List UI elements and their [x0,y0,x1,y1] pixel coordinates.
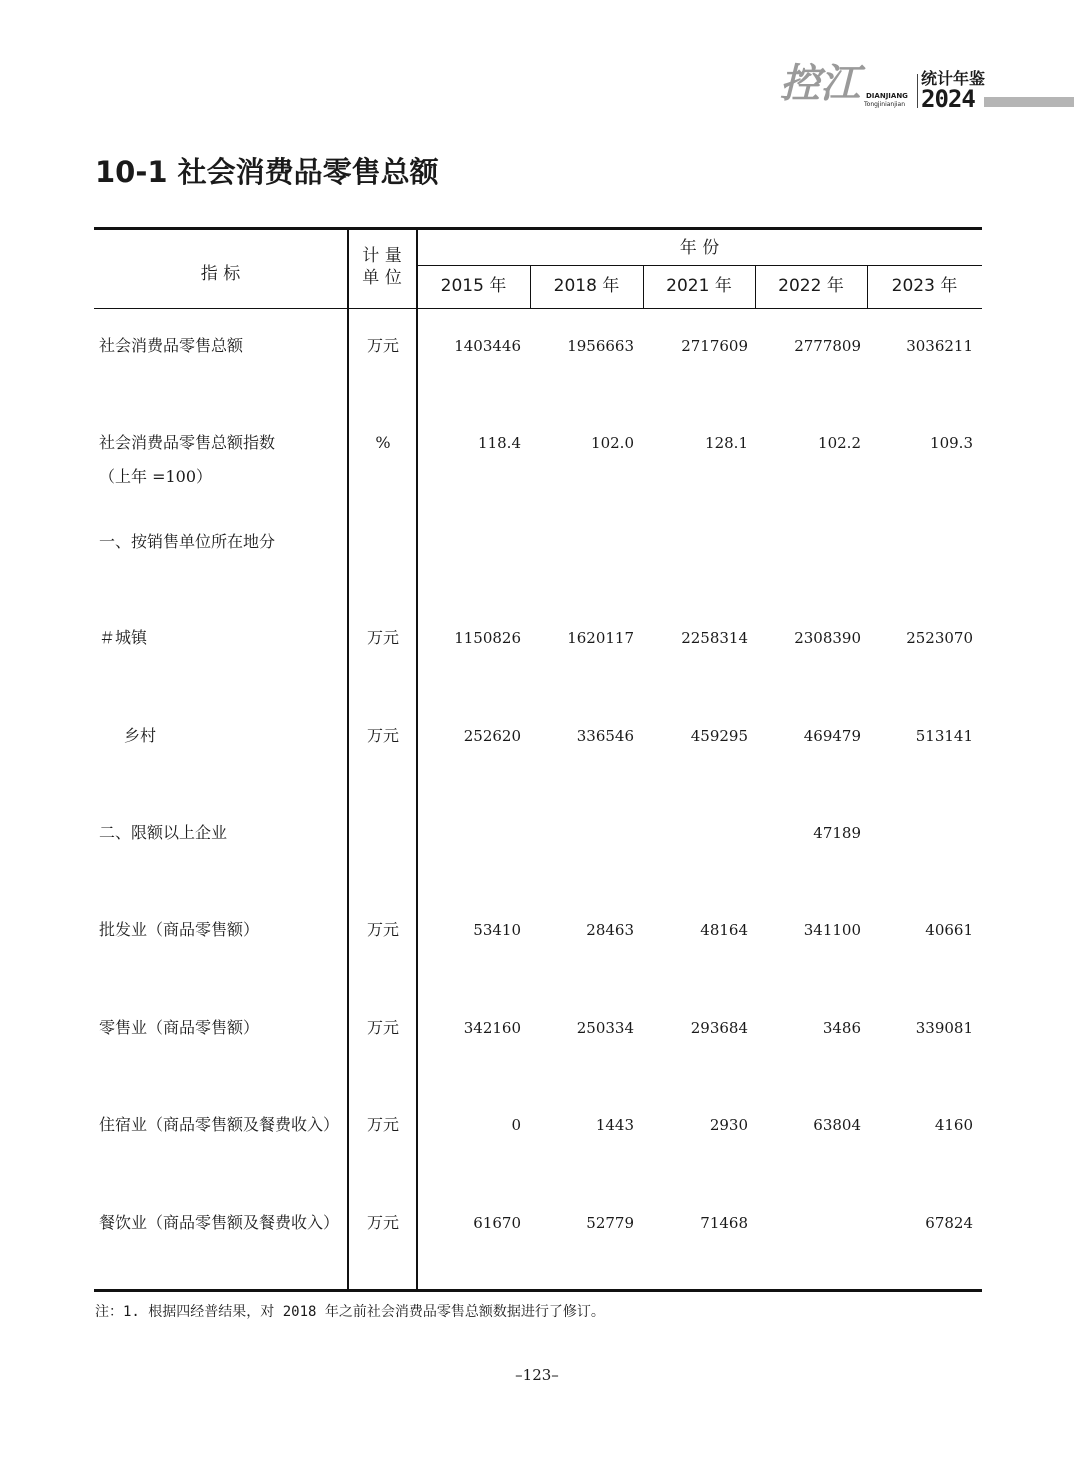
cell-value: 2258314 [681,629,748,647]
cell-value: 459295 [690,727,748,745]
cell-value: 0 [511,1116,521,1134]
header-year: 2015 年 [440,276,507,296]
header-bottom-rule [94,308,982,309]
cell-value: 252620 [463,727,521,745]
column-divider [347,228,349,1290]
cell-value: 250334 [576,1019,634,1037]
cell-value: 1443 [595,1116,634,1134]
logo-book-name: 统计年鉴 [921,69,986,88]
cell-value: 63804 [813,1116,861,1134]
row-label: 社会消费品零售总额 [99,336,244,355]
row-label: 住宿业（商品零售额及餐费收入） [99,1115,340,1134]
cell-value: 1150826 [454,629,521,647]
row-unit: 万元 [366,1213,399,1232]
cell-value: 4160 [934,1116,973,1134]
header-year: 2023 年 [891,276,958,296]
cell-value: 341100 [803,921,861,939]
cell-value: 293684 [690,1019,748,1037]
cell-value: 2717609 [681,337,748,355]
cell-value: 469479 [803,727,861,745]
row-label: ＃城镇 [99,628,148,647]
cell-value: 71468 [700,1214,748,1232]
cell-value: 1620117 [567,629,634,647]
cell-value: 342160 [463,1019,521,1037]
header-year: 2021 年 [666,276,732,296]
row-label: 餐饮业（商品零售额及餐费收入） [99,1213,340,1232]
logo-pinyin-sub: Tongjinianjian [864,101,906,108]
logo-pinyin: DIANJIANG [866,92,908,100]
cell-value: 53410 [473,921,521,939]
table-bottom-rule [94,1289,982,1292]
cell-value: 61670 [473,1214,521,1232]
page-number: –123– [515,1366,559,1384]
header-divider [417,265,982,266]
row-unit: 万元 [366,1018,399,1037]
row-unit: 万元 [366,920,399,939]
row-label: 批发业（商品零售额） [99,920,260,939]
logo-divider [917,74,918,108]
cell-value: 47189 [813,824,861,842]
cell-value: 513141 [915,727,973,745]
table-top-rule [94,227,982,230]
cell-value: 1956663 [567,337,634,355]
header-bar [984,97,1074,107]
cell-value: 118.4 [478,434,521,452]
header-unit-line2: 单 位 [362,268,402,288]
row-unit: 万元 [366,628,399,647]
header-year: 2018 年 [553,276,620,296]
header-years-group: 年 份 [679,238,720,258]
cell-value: 52779 [586,1214,634,1232]
header-year: 2022 年 [778,276,844,296]
row-unit: 万元 [366,336,399,355]
header-indicator: 指 标 [200,264,241,284]
page-title: 10-1 社会消费品零售总额 [95,155,439,189]
cell-value: 102.2 [818,434,861,452]
header-unit-line1: 计 量 [362,246,402,266]
row-label: 社会消费品零售总额指数 [99,433,276,452]
cell-value: 2523070 [906,629,973,647]
logo-calligraphy: 控江 [780,60,860,107]
cell-value: 1403446 [454,337,521,355]
cell-value: 109.3 [930,434,973,452]
cell-value: 67824 [925,1214,973,1232]
cell-value: 128.1 [705,434,748,452]
cell-value: 40661 [925,921,973,939]
cell-value: 28463 [586,921,634,939]
row-label: 二、限额以上企业 [99,823,228,842]
logo-year: 2024 [921,85,975,113]
cell-value: 48164 [700,921,748,939]
footnote: 注：1. 根据四经普结果，对 2018 年之前社会消费品零售总额数据进行了修订。 [95,1304,605,1320]
row-label: 一、按销售单位所在地分 [99,532,276,551]
row-unit: % [375,433,391,452]
row-unit: 万元 [366,1115,399,1134]
cell-value: 2930 [709,1116,748,1134]
column-divider [416,228,418,1290]
cell-value: 3036211 [906,337,973,355]
row-label: 乡村 [124,726,157,745]
cell-value: 339081 [915,1019,973,1037]
cell-value: 2308390 [794,629,861,647]
row-label: 零售业（商品零售额） [99,1018,260,1037]
cell-value: 2777809 [794,337,861,355]
cell-value: 336546 [576,727,634,745]
row-unit: 万元 [366,726,399,745]
cell-value: 102.0 [591,434,634,452]
row-label-sub: （上年 =100） [99,467,213,486]
cell-value: 3486 [822,1019,861,1037]
